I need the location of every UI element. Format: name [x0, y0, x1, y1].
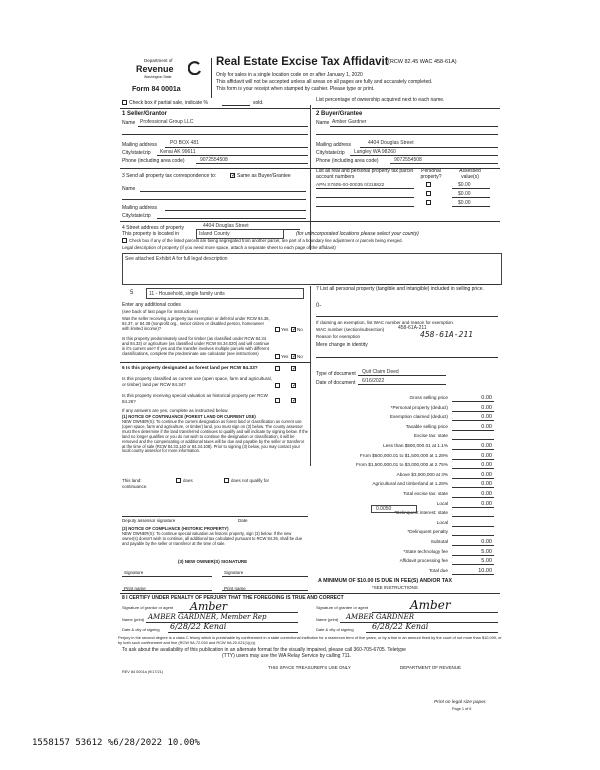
- s6-q2-no-checkbox[interactable]: ✓: [292, 398, 298, 404]
- calc-row-label: From $1,500,000.01 to $3,000,000 at 2.75%: [356, 462, 448, 468]
- dor-logo: [132, 58, 210, 98]
- s6-forest-yes-checkbox[interactable]: [275, 366, 280, 371]
- s6-cont-title: (1) NOTICE OF CONTINUANCE (FOREST LAND OR CURRENT USE): [122, 414, 256, 419]
- calc-row-value: 5.00: [481, 548, 492, 555]
- calc-row-value: 0.00: [481, 395, 492, 401]
- s4-check-text: Check box if any of the listed parcels are being segregated from another parcel, are part of a boundary line adjustment or parcels being merged.: [129, 238, 403, 243]
- calc-row-label: *Delinquent penalty: [407, 529, 448, 535]
- s4-unincorp: (for unincorporated locations please select your county): [296, 231, 419, 237]
- form-id: Form 84 0001a: [132, 86, 181, 93]
- same-as-buyer-checkbox[interactable]: ✓: [231, 173, 237, 179]
- parcels-header: List all real and personal property tax parcel account numbers: [316, 168, 413, 180]
- calc-row-value: 5.00: [481, 558, 492, 565]
- s5-number: 5: [130, 290, 134, 296]
- see-instructions: *SEE INSTRUCTIONS: [372, 585, 418, 590]
- access-text-1: To ask about the availability of this publication in an alternate format for the visually impaired, please call 360-705-6705. Teletype: [122, 647, 406, 653]
- buyer-phone-label: Phone (including area code): [316, 158, 379, 164]
- s6-cont-text: NEW OWNER(S): To continue the current designation as forest land or classification as current use (open space, farm and agriculture, or timber) land, you must sign on (3) below. The county assessor must then determine if the land transferred continues to qualify and will indicate by signing below. If the land no longer qualifies or you do not wish to continue the designation or classification, it will be removed and the compensating or additional taxes will be due and payable by the seller or transferor at the time of sale (RCW 84.33.140 or 84.34.108). Prior to signing (3) below, you may contact your local county assessor for more information.: [122, 419, 308, 454]
- parcel-personal-checkbox-2[interactable]: [426, 191, 431, 196]
- access-text-2: (TTY) users may use the WA Relay Service by calling 711.: [222, 653, 352, 659]
- parcel-personal-checkbox-1[interactable]: [426, 182, 431, 187]
- parcels-value-header: Assessed value(s): [459, 168, 481, 180]
- s6-does-not: does not qualify for: [231, 478, 270, 483]
- s7-wac-label: WAC number (section/subsection): [316, 327, 385, 332]
- seller-address: PO BOX 481: [170, 140, 199, 146]
- s6-deputy: Deputy assessor signature: [122, 518, 176, 523]
- calc-row-label: Local: [436, 519, 448, 525]
- s6-signature-2: Signature: [224, 570, 244, 575]
- calc-row-value: 0.00: [481, 471, 492, 478]
- s6-does-checkbox[interactable]: [176, 478, 181, 483]
- s4-street-label: 4 Street address of property: [122, 225, 184, 231]
- s5-q2-no-label: No: [297, 354, 303, 359]
- legal-description: See attached Exhibit A for full legal description: [125, 256, 228, 262]
- buyer-city-label: City/state/zip: [316, 150, 345, 156]
- calc-row-label: Subtotal: [430, 539, 448, 544]
- property-use: 11 - Household, single family units: [149, 290, 225, 297]
- seller-city: Kenai AK 99611: [160, 149, 196, 155]
- seller-phone-label: Phone (including area code): [122, 158, 185, 164]
- grantor-signature: Amber: [190, 600, 228, 613]
- s8-b-date-label: Date & city of signing: [316, 627, 354, 632]
- calc-row-value: 0.00: [481, 481, 492, 488]
- section3-label: 3 Send all property tax correspondence to:: [122, 173, 217, 179]
- s7-heading: 7 List all personal property (tangible and intangible) included in selling price.: [316, 286, 484, 292]
- calc-row-value: 0.00: [481, 414, 492, 421]
- s5-q1: Was the seller receiving a property tax exemption or deferral under RCW 84.36, 84.37, or 84.38 (nonprofit org., senior citizen or disabled person, homeowner with limited income)?: [122, 316, 270, 331]
- s6-signature-1: Signature: [124, 570, 144, 575]
- dept-line2: Revenue: [136, 64, 174, 74]
- s6-date: Date: [238, 518, 248, 523]
- form-title: Real Estate Excise Tax Affidavit: [216, 56, 389, 68]
- s5-q1-yes-checkbox[interactable]: [275, 327, 280, 332]
- calc-row-label: *Personal property (deduct): [390, 404, 448, 410]
- s6-does: does: [183, 478, 193, 483]
- calc-row-label: *State technology fee: [403, 548, 448, 554]
- s8-g-date: 6/28/22 Kenai: [170, 622, 227, 631]
- legal-paper: Print on legal size paper.: [434, 700, 487, 705]
- calc-row-label: Less than $500,000.01 at 1.1%: [383, 443, 448, 448]
- local-rate: 0.0050: [371, 505, 417, 513]
- s3-address-label: Mailing address: [122, 205, 158, 211]
- s5-q2-yes-label: Yes: [281, 354, 289, 359]
- header-note-2: This affidavit will not be accepted unless all areas on all pages are fully and accurately completed.: [216, 79, 433, 85]
- s7-wac-typed: 458-61A-211: [398, 325, 427, 331]
- s6-heading: 6 Is this property designated as forest land per RCW 84.33?: [122, 366, 258, 371]
- s8-g-sig-label: Signature of grantor or agent: [122, 605, 174, 610]
- s6-q1: Is this property classified as current use (open space, farm and agricultural, or timber) land per RCW 84.34?: [122, 376, 272, 387]
- partial-sale-checkbox[interactable]: [122, 100, 127, 105]
- dept-footer: DEPARTMENT OF REVENUE: [400, 665, 462, 670]
- calc-row-label: Taxable selling price: [405, 423, 448, 429]
- perjury-text: Perjury in the second degree is a class C felony which is punishable by confinement in a state correctional institution for a maximum term of five years, or by a fine in an amount fixed by the court of not more than $10,000, or by both such confinement and fine (RCW 9A.72.030 and RCW 9A.20.021(1)(c)).: [118, 635, 502, 645]
- calc-row-label: Affidavit processing fee: [399, 558, 448, 564]
- s6-hist-text: NEW OWNER(S): To continue special valuation as historic property, sign (3) below. If the new owner(s) doesn't wish to continue, all additional tax calculated pursuant to RCW 84.26, shall be due and payable by the seller or transferor at the time of sale.: [122, 531, 303, 546]
- s6-does-not-checkbox[interactable]: [224, 478, 229, 483]
- grantee-signature: Amber: [410, 598, 451, 612]
- calc-row-label: From $500,000.01 to $1,500,000 at 1.28%: [359, 452, 448, 458]
- partial-sale-suffix: sold.: [253, 100, 264, 106]
- calc-row-value: 0.00: [481, 443, 492, 449]
- s8-b-name-label: Name (print): [316, 617, 339, 622]
- segregated-checkbox[interactable]: [122, 238, 127, 243]
- s6-this-land: This land:: [122, 478, 142, 483]
- page-number: Page 1 of 6: [452, 707, 472, 711]
- minimum-due: A MINIMUM OF $10.00 IS DUE IN FEE(S) AND/OR TAX: [318, 578, 453, 584]
- s5-additional-sub: (see back of last page for instructions): [122, 309, 199, 314]
- ownership-label: List percentage of ownership acquired next to each name.: [316, 97, 445, 103]
- s8-b-date: 6/28/22 Kenai: [372, 622, 429, 631]
- s5-q1-yes-label: Yes: [281, 327, 289, 332]
- s6-q1-no-checkbox[interactable]: ✓: [292, 383, 298, 389]
- same-as-buyer-label: Same as Buyer/Grantee: [237, 173, 291, 179]
- legal-description-box[interactable]: [122, 253, 502, 285]
- seller-name: Professional Group LLC: [140, 119, 194, 125]
- calc-row-value: 0.00: [481, 539, 492, 545]
- seller-name-label: Name: [122, 120, 136, 126]
- calc-row-value: 0.00: [481, 404, 492, 411]
- s7-doc-type: Quit Claim Deed: [362, 369, 399, 375]
- parcel-value-3: $0.00: [458, 200, 471, 206]
- form-title-ref: (RCW 82.45 WAC 458-61A): [388, 59, 457, 65]
- calc-row-label: Above $3,000,000 at 3%: [396, 471, 448, 477]
- s3-city-label: City/state/zip: [122, 213, 151, 219]
- calc-row-label: Total excise tax: state: [403, 491, 448, 496]
- parcel-personal-checkbox-3[interactable]: [426, 200, 431, 205]
- s4-located-label: This property is located in: [122, 231, 179, 237]
- seller-phone: 9072554508: [200, 157, 228, 163]
- calc-row-label: Gross selling price: [409, 395, 448, 400]
- calc-row-value: 10.00: [478, 567, 492, 574]
- s6-hist-title: (2) NOTICE OF COMPLIANCE (HISTORIC PROPERTY): [122, 526, 229, 531]
- s6-new-owner-sig: (3) NEW OWNER(S) SIGNATURE: [178, 559, 248, 564]
- parcels-personal-header: Personal property?: [420, 168, 442, 180]
- calc-row-value: 0.00: [481, 462, 492, 469]
- s7-reason-label: Reason for exemption: [316, 334, 361, 339]
- recording-stamp: 1558157 53612 %6/28/2022 10.00%: [32, 738, 200, 748]
- s8-g-date-label: Date & city of signing: [122, 627, 160, 632]
- buyer-name: Amber Gardner: [332, 119, 367, 125]
- s8-g-name: AMBER GARDNER, Member Rep: [148, 613, 267, 621]
- buyer-heading: 2 Buyer/Grantee: [316, 111, 363, 117]
- seller-heading: 1 Seller/Grantor: [122, 111, 168, 117]
- calc-row-label: *Delinquent interest: state: [394, 510, 448, 516]
- s4-legal-label: Legal description of property (if you need more space, attach a separate sheet to each page of the affidavit): [122, 245, 336, 250]
- s5-q2-yes-checkbox[interactable]: [275, 354, 280, 359]
- s7-reason: Mere change in identity: [316, 342, 368, 348]
- buyer-name-label: Name: [316, 120, 330, 126]
- s5-q2-no-checkbox[interactable]: ✓: [292, 354, 298, 360]
- dept-line3: Washington State: [144, 75, 172, 79]
- s7-wac-hand: 458-61A-211: [420, 330, 473, 339]
- s5-q1-no-label: No: [297, 327, 303, 332]
- header-note-3: This form is your receipt when stamped by cashier. Please type or print.: [216, 86, 375, 92]
- buyer-phone: 9072554508: [394, 157, 422, 163]
- calc-row-value: 0.00: [481, 500, 492, 507]
- calc-row-label: Local: [436, 500, 448, 506]
- calc-row-value: 0.00: [481, 423, 492, 430]
- parcel-number-1: APN S7605-00-00035 0/318822: [316, 183, 385, 188]
- header-note-1: Only for sales in a single location code on or after January 1, 2020: [216, 72, 363, 78]
- buyer-city: Langley WA 98260: [354, 149, 396, 155]
- parcel-value-2: $0.00: [458, 191, 471, 197]
- county-value: Island County: [199, 231, 230, 237]
- calc-row-label: Agricultural and timberland at 1.28%: [372, 481, 448, 487]
- s5-q2: Is this property predominately used for timber (as classified under RCW 84.34 and 84.33) or agriculture (as classified under RCW 84.34.020) and will continue in it's current use? If yes and the transfer involves multiple parcels with different classifications, complete the predominate use calculator (see instructions): [122, 336, 270, 356]
- calc-row-label: Exemption claimed (deduct): [389, 414, 448, 420]
- parcel-value-1: $0.00: [458, 182, 471, 188]
- buyer-address-label: Mailing address: [316, 142, 352, 148]
- s6-print-name-2: Print name: [224, 586, 246, 591]
- partial-sale-label: Check box if partial sale, indicate %: [129, 100, 208, 106]
- rev-number: REV 84 0001a (9/17/21): [122, 670, 163, 674]
- dept-line1: Department of: [144, 58, 173, 63]
- dor-swoosh-icon: [188, 61, 202, 75]
- s6-q2: Is this property receiving special valuation as historical property per RCW 84.26?: [122, 393, 268, 404]
- calc-row-label: Excise tax: state: [413, 433, 448, 439]
- s8-g-name-label: Name (print): [122, 617, 145, 622]
- seller-city-label: City/state/zip: [122, 150, 151, 156]
- s8-b-sig-label: Signature of grantee or agent: [316, 605, 369, 610]
- s7-exempt-text: If claiming an exemption, list WAC number and reason for exemption.: [316, 320, 455, 325]
- s3-name-label: Name: [122, 186, 136, 192]
- s6-continuance: continuance.: [122, 484, 148, 489]
- calc-row-label: Total due: [428, 567, 448, 573]
- s8-b-name: AMBER GARDNER: [346, 613, 415, 621]
- calc-row-value: 0.00: [481, 491, 492, 497]
- s6-q2-yes-checkbox[interactable]: [275, 398, 280, 403]
- s5-additional: Enter any additional codes: [122, 302, 181, 308]
- s8-heading: 8 I CERTIFY UNDER PENALTY OF PERJURY THAT THE FOREGOING IS TRUE AND CORRECT: [122, 595, 344, 601]
- s7-doc-date: 6/16/2022: [362, 378, 385, 384]
- s5-q1-no-checkbox[interactable]: ✓: [292, 327, 298, 333]
- s7-doc-date-label: Date of document: [316, 380, 356, 386]
- treasurer-use: THIS SPACE TREASURER'S USE ONLY: [268, 665, 351, 670]
- s7-doc-type-label: Type of document: [316, 371, 356, 377]
- buyer-address: 4404 Douglas Street: [368, 140, 414, 146]
- property-use-select[interactable]: [146, 288, 304, 299]
- s6-forest-no-checkbox[interactable]: ✓: [292, 366, 298, 372]
- seller-address-label: Mailing address: [122, 142, 158, 148]
- s6-print-name-1: Print name: [124, 586, 146, 591]
- s6-q3: If any answers are yes, complete as instructed below.: [122, 408, 229, 413]
- calc-row-value: 0.00: [481, 452, 492, 459]
- s6-q1-yes-checkbox[interactable]: [275, 383, 280, 388]
- s7-value: 0-: [316, 303, 322, 309]
- s4-street: 4404 Douglas Street: [203, 223, 249, 229]
